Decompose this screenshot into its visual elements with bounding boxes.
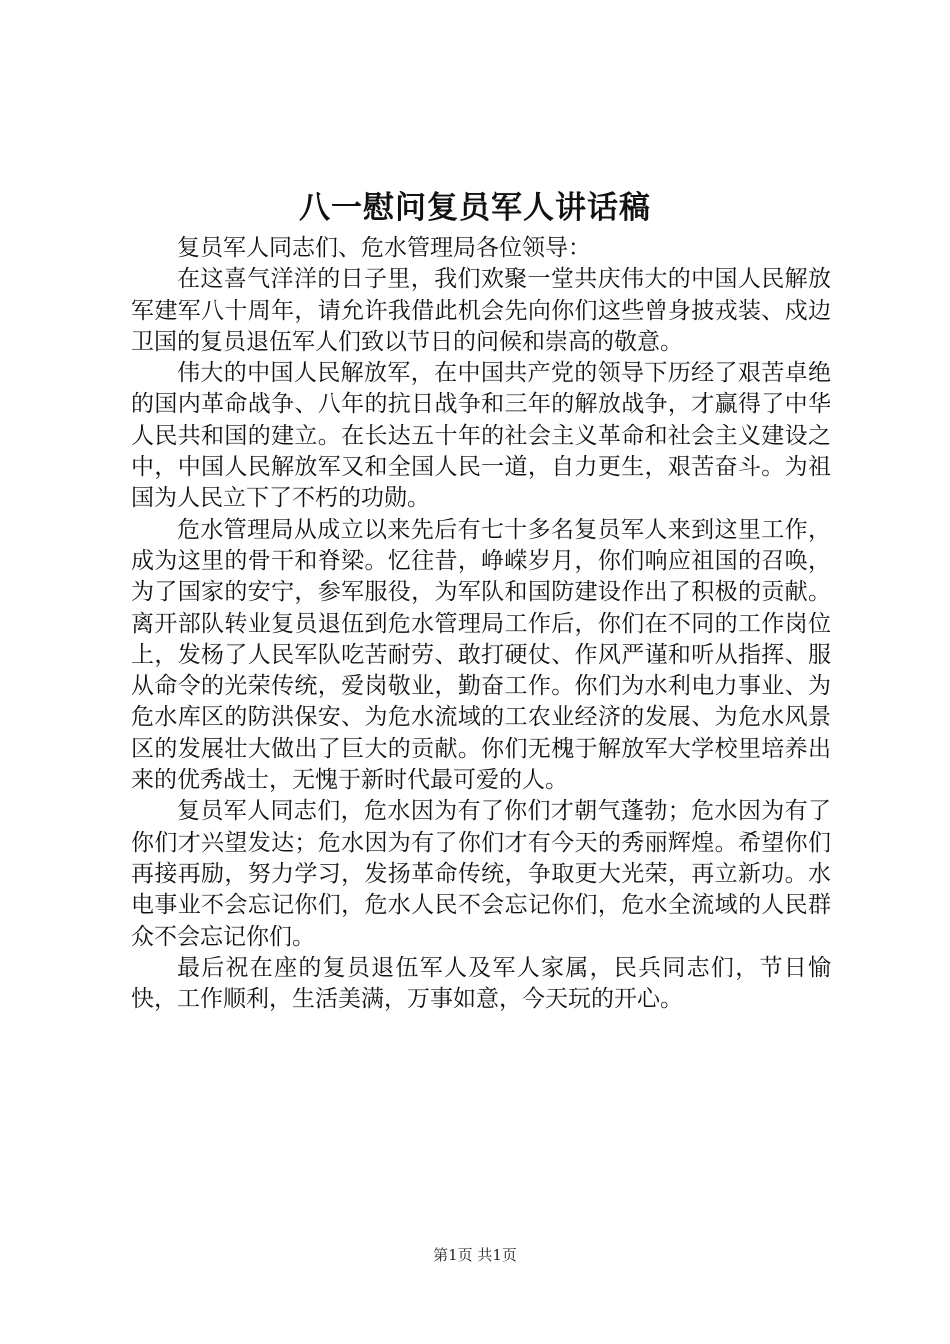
body-paragraph: 伟大的中国人民解放军，在中国共产党的领导下历经了艰苦卓绝的国内革命战争、八年的抗日战争和三年的解放战争，才赢得了中华人民共和国的建立。在长达五十年的社会主义革命和社会主义建设之中，中国人民解放军又和全国人民一道，自力更生，艰苦奋斗。为祖国为人民立下了不朽的功勋。 — [131, 360, 831, 512]
page-footer: 第1页 共1页 — [433, 1246, 517, 1264]
body-paragraph: 危水管理局从成立以来先后有七十多名复员军人来到这里工作，成为这里的骨干和脊梁。忆往昔，峥嵘岁月，你们响应祖国的召唤，为了国家的安宁，参军服役，为军队和国防建设作出了积极的贡献。离开部队转业复员退伍到危水管理局工作后，你们在不同的工作岗位上，发杨了人民军队吃苦耐劳、敢打硬仗、作风严谨和听从指挥、服从命令的光荣传统，爱岗敬业，勤奋工作。你们为水利电力事业、为危水库区的防洪保安、为危水流域的工农业经济的发展、为危水风景区的发展壮大做出了巨大的贡献。你们无槐于解放军大学校里培养出来的优秀战士，无愧于新时代最可爱的人。 — [131, 516, 831, 794]
body-paragraph: 复员军人同志们，危水因为有了你们才朝气蓬勃；危水因为有了你们才兴望发达；危水因为有了你们才有今天的秀丽辉煌。希望你们再接再励，努力学习，发扬革命传统，争取更大光荣，再立新功。水电事业不会忘记你们，危水人民不会忘记你们，危水全流域的人民群众不会忘记你们。 — [131, 798, 831, 950]
document-title: 八一慰问复员军人讲话稿 — [299, 190, 651, 226]
body-paragraph: 在这喜气洋洋的日子里，我们欢聚一堂共庆伟大的中国人民解放军建军八十周年，请允许我借此机会先向你们这些曾身披戎装、戍边卫国的复员退伍军人们致以节日的问候和崇高的敬意。 — [131, 266, 831, 355]
document-body — [131, 233, 831, 1015]
salutation-paragraph: 复员军人同志们、危水管理局各位领导： — [177, 235, 591, 261]
closing-paragraph: 最后祝在座的复员退伍军人及军人家属，民兵同志们，节日愉快，工作顺利，生活美满，万事如意，今天玩的开心。 — [131, 954, 831, 1013]
